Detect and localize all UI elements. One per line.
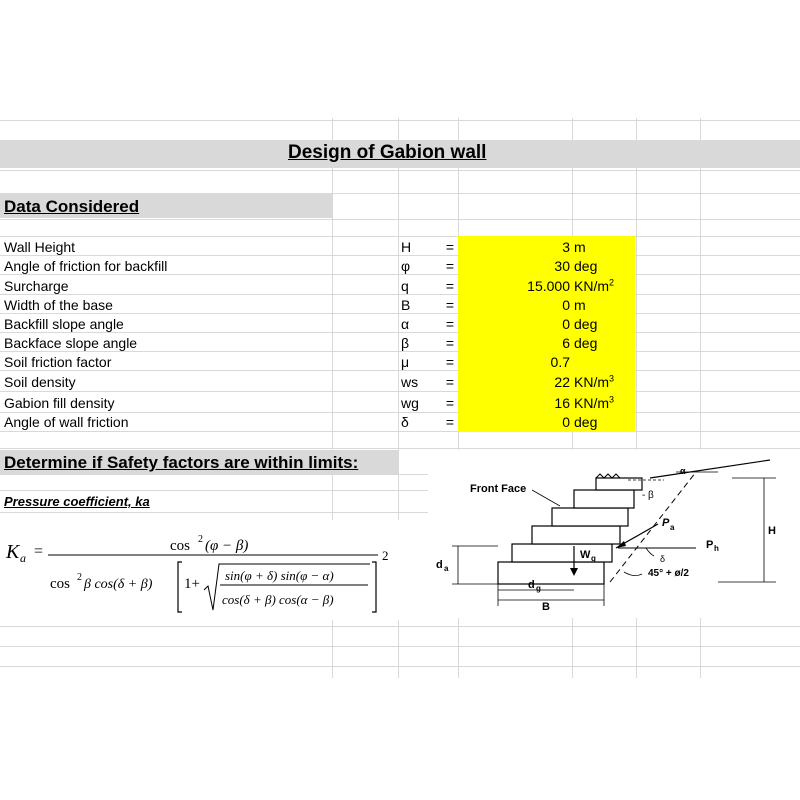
formula-svg bbox=[4, 520, 400, 620]
data-row bbox=[0, 333, 800, 352]
row-label: Soil density bbox=[4, 374, 76, 390]
row-symbol: β bbox=[401, 335, 410, 351]
row-equals: = bbox=[445, 278, 455, 294]
row-unit bbox=[574, 335, 597, 351]
row-unit-text: KN/m bbox=[574, 374, 609, 390]
row-label: Surcharge bbox=[4, 278, 69, 294]
row-value-cell[interactable]: 0 bbox=[562, 316, 570, 332]
row-label: Gabion fill density bbox=[4, 395, 115, 411]
row-unit-exponent: 3 bbox=[609, 394, 615, 405]
dg-label: d bbox=[528, 579, 535, 591]
formula-equals: = bbox=[34, 543, 44, 560]
da-label: d bbox=[436, 559, 443, 571]
row-unit-exponent: 2 bbox=[609, 277, 615, 288]
formula-numerator-arg: (φ − β) bbox=[205, 538, 249, 554]
row-equals: = bbox=[445, 297, 455, 313]
grid-line bbox=[0, 170, 800, 171]
delta-label: δ bbox=[660, 554, 666, 564]
grid-line bbox=[0, 431, 800, 432]
data-row bbox=[0, 314, 800, 333]
page-title: Design of Gabion wall bbox=[288, 142, 487, 163]
row-label: Soil friction factor bbox=[4, 354, 112, 370]
row-symbol: B bbox=[401, 297, 411, 313]
row-symbol: α bbox=[401, 316, 410, 332]
data-row bbox=[0, 237, 800, 256]
row-unit-text: KN/m bbox=[574, 395, 609, 411]
gabion-block bbox=[512, 544, 612, 562]
pa-label: P bbox=[662, 517, 670, 529]
row-value-cell[interactable]: 0 bbox=[562, 414, 570, 430]
gabion-wall-diagram bbox=[428, 450, 800, 618]
data-row bbox=[0, 256, 800, 275]
gabion-block bbox=[552, 508, 628, 526]
pressure-coefficient-label: Pressure coefficient, ka bbox=[4, 494, 150, 509]
row-value-cell[interactable]: 15.000 bbox=[527, 278, 570, 294]
row-equals: = bbox=[445, 258, 455, 274]
beta-label: β bbox=[648, 490, 654, 501]
formula-denominator-rest: β cos(δ + β) bbox=[84, 577, 153, 592]
row-value-cell[interactable]: 0 bbox=[562, 297, 570, 313]
beta-label-prefix: - bbox=[642, 490, 646, 501]
section-heading-safety: Determine if Safety factors are within limits: bbox=[4, 453, 359, 472]
formula-inner-den: cos(δ + β) cos(α − β) bbox=[222, 592, 334, 607]
formula-numerator-exp: 2 bbox=[198, 534, 203, 545]
row-equals: = bbox=[445, 239, 455, 255]
row-unit-text: KN/m bbox=[574, 278, 609, 294]
front-face-leader bbox=[532, 490, 560, 506]
row-equals: = bbox=[445, 414, 455, 430]
wg-label: W bbox=[580, 549, 591, 561]
row-equals: = bbox=[445, 374, 455, 390]
grid-line bbox=[0, 666, 800, 667]
row-symbol: μ bbox=[401, 354, 410, 370]
angle-label: 45° + ø/2 bbox=[648, 568, 689, 579]
row-symbol: δ bbox=[401, 414, 409, 430]
ph-sub: h bbox=[714, 544, 719, 553]
gabion-block bbox=[532, 526, 620, 544]
row-unit-text: deg bbox=[574, 316, 598, 332]
formula-lhs: K bbox=[6, 541, 20, 563]
backfill-slope-line bbox=[650, 460, 770, 478]
row-value-cell[interactable]: 30 bbox=[554, 258, 570, 274]
ph-label: P bbox=[706, 539, 714, 551]
section-heading-data: Data Considered bbox=[4, 197, 140, 216]
row-label: Wall Height bbox=[4, 239, 76, 255]
row-equals: = bbox=[445, 335, 455, 351]
h-label: H bbox=[768, 525, 776, 537]
row-value-cell[interactable]: 16 bbox=[554, 395, 570, 411]
row-symbol: q bbox=[401, 278, 409, 294]
grid-line bbox=[0, 448, 800, 449]
row-unit bbox=[574, 297, 586, 313]
row-unit-text: deg bbox=[574, 414, 598, 430]
row-unit-text: deg bbox=[574, 335, 598, 351]
data-row bbox=[0, 372, 800, 391]
row-label: Angle of friction for backfill bbox=[4, 258, 168, 274]
row-unit-text: m bbox=[574, 239, 586, 255]
row-value-cell[interactable]: 0.7 bbox=[550, 354, 570, 370]
row-label: Width of the base bbox=[4, 297, 113, 313]
row-equals: = bbox=[445, 354, 455, 370]
delta-arc bbox=[646, 548, 654, 556]
row-value-cell[interactable]: 3 bbox=[562, 239, 570, 255]
grid-line bbox=[0, 391, 800, 392]
row-value-cell[interactable]: 6 bbox=[562, 335, 570, 351]
pa-sub: a bbox=[670, 523, 675, 532]
row-value-cell[interactable]: 22 bbox=[554, 374, 570, 390]
row-symbol: φ bbox=[401, 258, 411, 274]
right-bracket bbox=[372, 562, 376, 612]
diagram-svg bbox=[428, 450, 800, 618]
formula-lhs-sub: a bbox=[20, 551, 26, 565]
row-unit-text: m bbox=[574, 297, 586, 313]
data-row bbox=[0, 352, 800, 371]
front-face-label: Front Face bbox=[470, 483, 527, 495]
row-label: Backfill slope angle bbox=[4, 316, 124, 332]
alpha-label: α bbox=[680, 466, 686, 476]
b-label: B bbox=[542, 601, 550, 613]
grid-line bbox=[0, 626, 800, 627]
angle-arc bbox=[624, 572, 642, 576]
top-stones bbox=[596, 474, 620, 478]
row-equals: = bbox=[445, 316, 455, 332]
grid-line bbox=[0, 120, 800, 121]
row-unit bbox=[574, 278, 614, 294]
row-unit bbox=[574, 239, 586, 255]
data-row bbox=[0, 295, 800, 314]
row-unit bbox=[574, 395, 614, 411]
row-unit-exponent: 3 bbox=[609, 373, 615, 384]
formula-inner-num: sin(φ + δ) sin(φ − α) bbox=[225, 568, 334, 583]
row-symbol: wg bbox=[401, 395, 419, 411]
dg-sub: g bbox=[536, 584, 541, 593]
row-unit-text: deg bbox=[574, 258, 598, 274]
grid-line bbox=[0, 219, 800, 220]
gabion-block bbox=[574, 490, 634, 508]
data-row bbox=[0, 276, 800, 295]
formula-denominator-exp: 2 bbox=[77, 572, 82, 583]
row-symbol: H bbox=[401, 239, 412, 255]
ka-formula bbox=[4, 520, 400, 620]
row-unit bbox=[574, 316, 597, 332]
da-sub: a bbox=[444, 564, 449, 573]
wg-sub: g bbox=[591, 554, 596, 563]
data-row bbox=[0, 393, 800, 412]
row-unit bbox=[574, 414, 597, 430]
row-label: Angle of wall friction bbox=[4, 414, 129, 430]
row-symbol: ws bbox=[401, 374, 419, 390]
row-label: Backface slope angle bbox=[4, 335, 138, 351]
gabion-block bbox=[498, 562, 604, 584]
data-row bbox=[0, 412, 800, 431]
formula-one-plus: 1+ bbox=[184, 576, 200, 592]
formula-denominator: cos bbox=[50, 576, 70, 592]
row-equals: = bbox=[445, 395, 455, 411]
formula-outer-exp: 2 bbox=[382, 548, 389, 563]
row-unit bbox=[574, 374, 614, 390]
left-bracket bbox=[178, 562, 182, 612]
formula-numerator: cos bbox=[170, 538, 190, 554]
grid-line bbox=[0, 646, 800, 647]
row-unit bbox=[574, 258, 597, 274]
